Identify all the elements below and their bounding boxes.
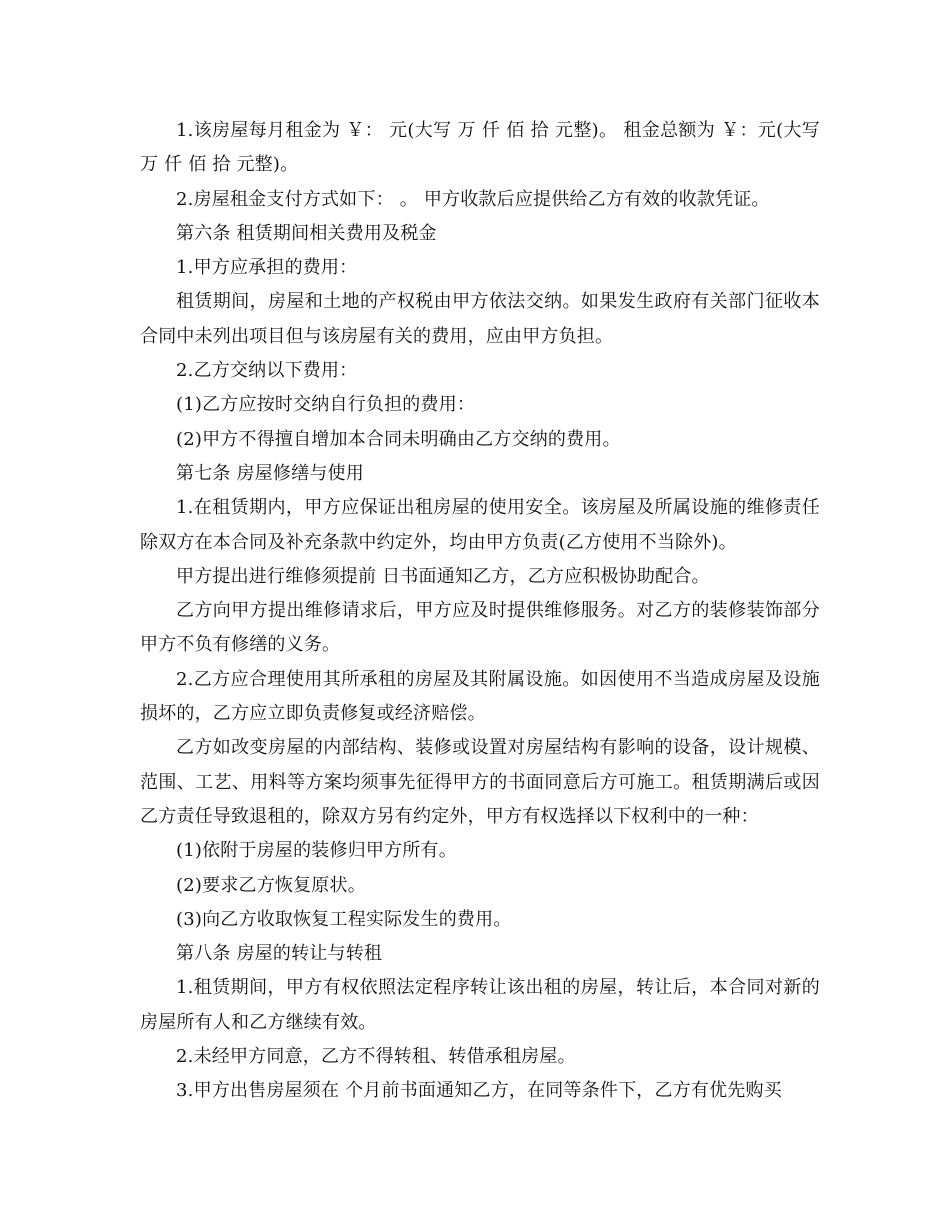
- paragraph-lessee-fees-2: (2)甲方不得擅自增加本合同未明确由乙方交纳的费用。: [176, 428, 621, 450]
- paragraph-lessee-fees: 2.乙方交纳以下费用：: [176, 360, 358, 382]
- paragraph-property-tax: 租赁期间，房屋和土地的产权税由甲方依法交纳。如果发生政府有关部门征收本合同中未列出项目但与该房屋有关的费用，应由甲方负担。: [140, 291, 820, 347]
- paragraph-option-2: (2)要求乙方恢复原状。: [176, 874, 366, 896]
- paragraph-transfer: 1.租赁期间，甲方有权依照法定程序转让该出租的房屋，转让后，本合同对新的房屋所有人和乙方继续有效。: [140, 977, 820, 1033]
- article-8-heading: 第八条 房屋的转让与转租: [176, 943, 383, 965]
- article-6-heading: 第六条 租赁期间相关费用及税金: [176, 222, 437, 244]
- paragraph-option-1: (1)依附于房屋的装修归甲方所有。: [176, 840, 457, 862]
- paragraph-payment-method: 2.房屋租金支付方式如下： 。 甲方收款后应提供给乙方有效的收款凭证。: [176, 188, 770, 210]
- paragraph-lessor-fees: 1.甲方应承担的费用：: [176, 257, 358, 279]
- paragraph-structure-change: 乙方如改变房屋的内部结构、装修或设置对房屋结构有影响的设备，设计规模、范围、工艺、用料等方案均须事先征得甲方的书面同意后方可施工。租赁期满后或因乙方责任导致退租的，除双方另有约定外，甲方有权选择以下权利中的一种：: [140, 737, 820, 827]
- article-7-heading: 第七条 房屋修缮与使用: [176, 462, 364, 484]
- paragraph-proper-use: 2.乙方应合理使用其所承租的房屋及其附属设施。如因使用不当造成房屋及设施损坏的，乙方应立即负责修复或经济赔偿。: [140, 668, 820, 725]
- paragraph-option-3: (3)向乙方收取恢复工程实际发生的费用。: [176, 908, 512, 930]
- paragraph-rent-amount: 1.该房屋每月租金为 ￥： 元(大写 万 仟 佰 拾 元整)。 租金总额为 ￥：元(大写 万 仟 佰 拾 元整)。: [140, 120, 820, 176]
- paragraph-repair-notice: 甲方提出进行维修须提前 日书面通知乙方，乙方应积极协助配合。: [176, 565, 710, 587]
- paragraph-repair-request: 乙方向甲方提出维修请求后，甲方应及时提供维修服务。对乙方的装修装饰部分甲方不负有修缮的义务。: [140, 600, 820, 656]
- paragraph-no-sublease: 2.未经甲方同意，乙方不得转租、转借承租房屋。: [176, 1046, 576, 1068]
- paragraph-repair-responsibility: 1.在租赁期内，甲方应保证出租房屋的使用安全。该房屋及所属设施的维修责任除双方在本合同及补充条款中约定外，均由甲方负责(乙方使用不当除外)。: [140, 497, 820, 553]
- paragraph-sale-notice: 3.甲方出售房屋须在 个月前书面通知乙方，在同等条件下，乙方有优先购买: [176, 1080, 782, 1102]
- document-body: [140, 114, 820, 1109]
- paragraph-lessee-fees-1: (1)乙方应按时交纳自行负担的费用：: [176, 394, 476, 416]
